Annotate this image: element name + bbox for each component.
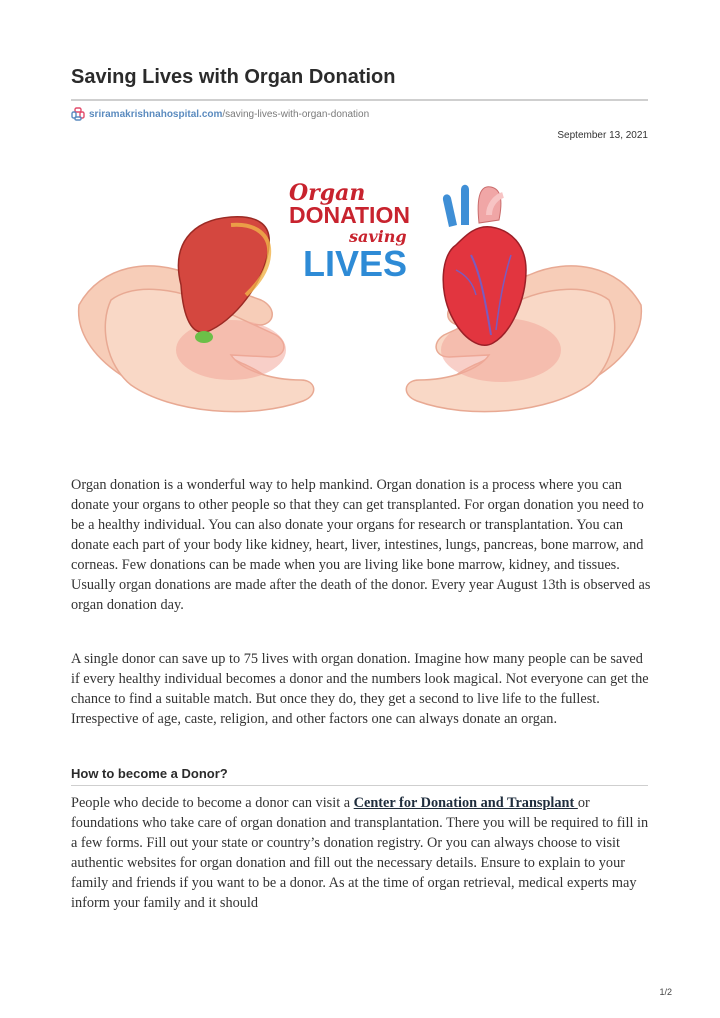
paragraph-text-lead: People who decide to become a donor can visit a: [71, 795, 354, 811]
hero-word-lives: LIVES: [303, 243, 408, 284]
publish-date: September 13, 2021: [557, 130, 648, 141]
source-domain[interactable]: sriramakrishnahospital.com: [89, 108, 223, 120]
link-icon: [71, 107, 85, 121]
paragraph-become-donor: [71, 793, 651, 913]
hero-word-donation: DONATION: [289, 202, 410, 228]
hero-word-organ: Organ: [289, 180, 366, 206]
section-divider: [71, 785, 648, 786]
title-divider: [71, 99, 648, 101]
hero-illustration: [71, 165, 649, 450]
source-path[interactable]: /saving-lives-with-organ-donation: [222, 108, 370, 120]
paragraph-text-rest: or foundations who take care of organ donation and transplantation. There you will be required to fill in a few forms. Fill out your state or country’s donation registry. Or you can always choose to visit authentic websites for organ donation and fill out the necessary details. Ensure to explain to your family and friends if you want to be a donor. As at the time of organ retrieval, medical experts may inform your family and it should: [71, 795, 649, 911]
paragraph-single-donor: A single donor can save up to 75 lives with organ donation. Imagine how many people can be saved if every healthy individual becomes a donor and the numbers look magical. Not everyone can get the chance to find a suitable match. But once they do, they get a second to live life to the fullest. Irrespective of age, caste, religion, and other factors one can always donate an organ.: [71, 651, 649, 727]
page-number: 1/2: [659, 987, 672, 997]
hero-word-saving: saving: [349, 227, 407, 246]
source-line[interactable]: [71, 107, 369, 121]
center-for-donation-link[interactable]: Center for Donation and Transplant: [353, 795, 578, 811]
article-title: Saving Lives with Organ Donation: [71, 66, 396, 88]
heart-illustration: [443, 185, 526, 345]
paragraph-intro: Organ donation is a wonderful way to help mankind. Organ donation is a process where you can donate your organs to other people so that they can get transplanted. For organ donation you need to be a healthy individual. You can also donate your organs for research or transplantation. You can donate each part of your body like kidney, heart, liver, intestines, lungs, pancreas, bone marrow, and corneas. Few donations can be made when you are living like bone marrow, kidney, and tissues. Usually organ donations are made after the death of the donor. Every year August 13th is observed as organ donation day.: [71, 477, 651, 613]
section-heading-become-donor: How to become a Donor?: [71, 766, 228, 781]
hero-lettering: [289, 180, 410, 284]
